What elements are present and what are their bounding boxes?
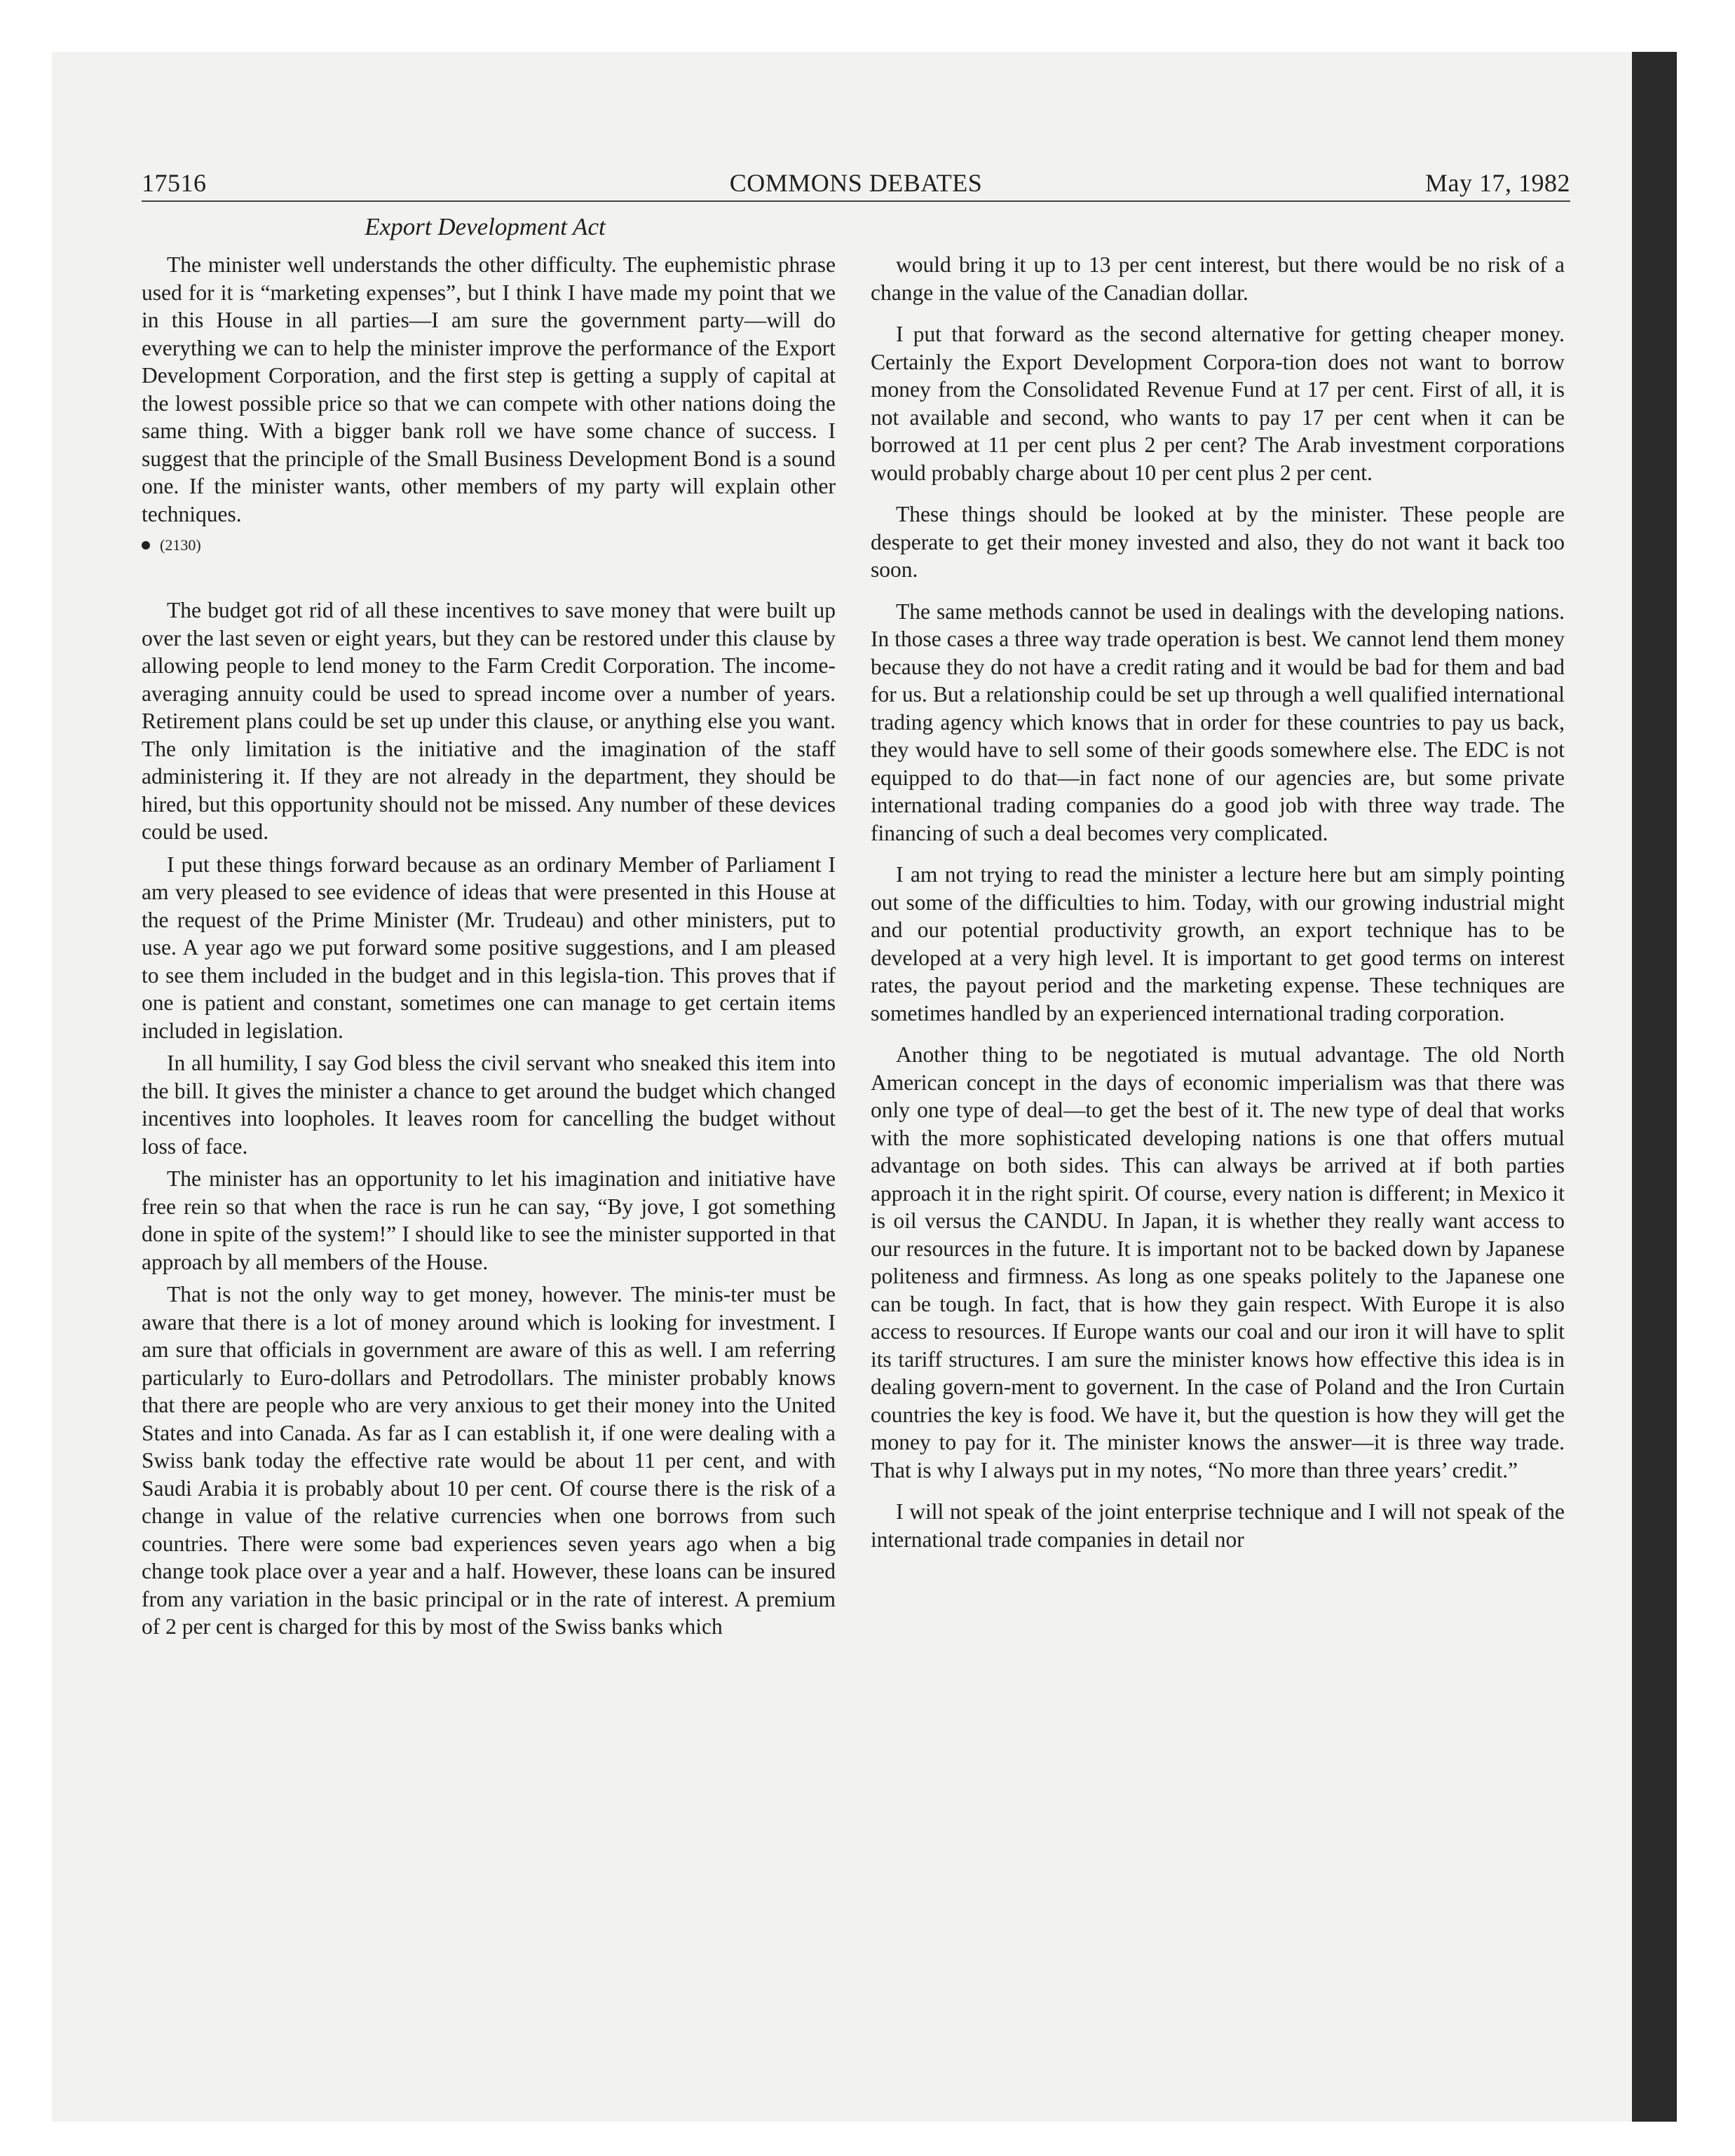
scan-edge-shadow xyxy=(1632,52,1677,2122)
time-marker xyxy=(142,535,836,556)
left-column xyxy=(142,251,836,1641)
paragraph: Another thing to be negotiated is mutual advantage. The old North American concept in the days of economic imperialism was that there was only one type of deal—to get the best of it. The new type of deal that works with the more sophisticated developing nations is one that offers mutual advantage on both sides. This can always be arrived at if both parties approach it in the right spirit. Of course, every nation is different; in Mexico it is oil versus the CANDU. In Japan, it is whether they really want access to our resources in the future. It is important not to be backed down by Japanese politeness and firmness. As long as one speaks politely to the Japanese one can be tough. In fact, that is how they gain respect. With Europe it is also access to resources. If Europe wants our coal and our iron it will have to split its tariff structures. I am sure the minister knows how effective this idea is in dealing govern-ment to governent. In the case of Poland and the Iron Curtain countries the key is food. We have it, but the question is how they will get the money to pay for it. The minister knows the answer—it is three way trade. That is why I always put in my notes, “No more than three years’ credit.” xyxy=(871,1042,1565,1482)
paragraph: The same methods cannot be used in dealings with the developing nations. In those cases a three way trade operation is best. We cannot lend them money because they do not have a credit rating and it would be bad for them and bad for us. But a relationship could be set up through a well qualified international trading agency which knows that in order for these countries to pay us back, they would have to sell some of their goods somewhere else. The EDC is not equipped to do that—in fact none of our agencies are, but some private international trading companies do a good job with three way trade. The financing of such a deal becomes very complicated. xyxy=(871,599,1565,845)
paragraph: The budget got rid of all these incentives to save money that were built up over the last seven or eight years, but they can be restored under this clause by allowing people to lend money to the Farm Credit Corporation. The income-averaging annuity could be used to spread income over a number of years. Retirement plans could be set up under this clause, or anything else you want. The only limitation is the initiative and the imagination of the staff administering it. If they are not already in the department, they should be hired, but this opportunity should not be missed. Any number of these devices could be used. xyxy=(142,598,836,844)
right-column xyxy=(871,251,1565,1553)
section-subheading: Export Development Act xyxy=(365,213,606,240)
page-header xyxy=(142,165,1570,202)
paragraph: I put these things forward because as an ordinary Member of Parliament I am very pleased to see evidence of ideas that were presented in this House at the request of the Prime Minister (Mr. Trudeau) and other ministers, put to use. A year ago we put forward some positive suggestions, and I am pleased to see them included in the budget and in this legisla-tion. This proves that if one is patient and constant, sometimes one can manage to get certain items included in legislation. xyxy=(142,852,836,1043)
bullet-dot-icon xyxy=(142,541,150,550)
paragraph: I am not trying to read the minister a lecture here but am simply pointing out some of the difficulties to him. Today, with our growing industrial might and our potential productivity growth, an export technique has to be developed at a very high level. It is important to get good terms on interest rates, the payout period and the marketing expense. These techniques are sometimes handled by an experienced international trading corporation. xyxy=(871,862,1565,1025)
paragraph: In all humility, I say God bless the civil servant who sneaked this item into the bill. It gives the minister a chance to get around the budget which changed incentives into loopholes. It leaves room for cancelling the budget without loss of face. xyxy=(142,1051,836,1159)
publication-date: May 17, 1982 xyxy=(1425,169,1570,197)
paragraph: These things should be looked at by the minister. These people are desperate to get their money invested and also, they do not want it back too soon. xyxy=(871,502,1565,582)
paragraph: The minister well understands the other difficulty. The euphemistic phrase used for it is “marketing expenses”, but I think I have made my point that we in this House in all parties—I am sure the government party—will do everything we can to help the minister improve the performance of the Export Development Corporation, and the first step is getting a supply of capital at the lowest possible price so that we can compete with other nations doing the same thing. With a bigger bank roll we have some chance of success. I suggest that the principle of the Small Business Development Bond is a sound one. If the minister wants, other members of my party will explain other techniques. xyxy=(142,252,836,526)
paragraph: I put that forward as the second alternative for getting cheaper money. Certainly the Export Development Corpora-tion does not want to borrow money from the Consolidated Revenue Fund at 17 per cent. First of all, it is not available and second, who wants to pay 17 per cent when it can be borrowed at 11 per cent plus 2 per cent? The Arab investment corporations would probably charge about 10 per cent plus 2 per cent. xyxy=(871,322,1565,485)
paragraph: That is not the only way to get money, however. The minis-ter must be aware that there is a lot of money around which is looking for investment. I am sure that officials in government are aware of this as well. I am referring particularly to Euro-dollars and Petrodollars. The minister probably knows that there are people who are very anxious to get their money into the United States and into Canada. As far as I can establish it, if one were dealing with a Swiss bank today the effective rate would be about 11 per cent, and with Saudi Arabia it is probably about 10 per cent. Of course there is the risk of a change in value of the relative currencies when one borrows from such countries. There were some bad experiences seven years ago when a big change took place over a year and a half. However, these loans can be insured from any variation in the basic principal or in the rate of interest. A premium of 2 per cent is charged for this by most of the Swiss banks which xyxy=(142,1282,836,1639)
paragraph: The minister has an opportunity to let his imagination and initiative have free rein so that when the race is run he can say, “By jove, I got something done in spite of the system!” I should like to see the minister supported in that approach by all members of the House. xyxy=(142,1166,836,1274)
page-number: 17516 xyxy=(142,169,207,197)
publication-title: COMMONS DEBATES xyxy=(729,169,983,197)
paragraph: I will not speak of the joint enterprise technique and I will not speak of the international trade companies in detail nor xyxy=(871,1499,1565,1552)
time-marker-label: (2130) xyxy=(160,536,201,554)
paragraph: would bring it up to 13 per cent interest, but there would be no risk of a change in the value of the Canadian dollar. xyxy=(871,252,1565,305)
